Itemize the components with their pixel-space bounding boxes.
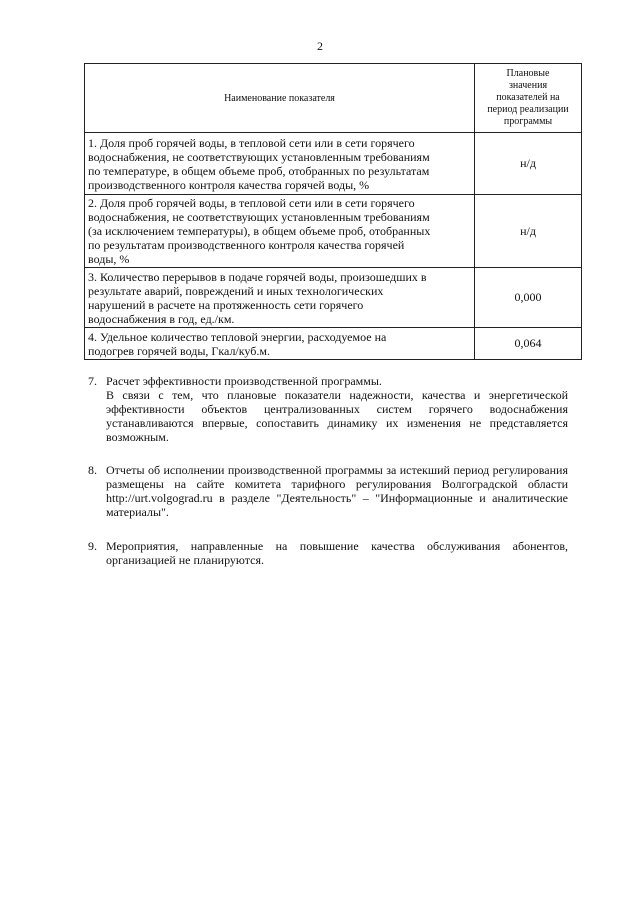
section-number: 8.	[88, 463, 97, 477]
indicator-value: н/д	[475, 133, 582, 195]
indicator-name: 1. Доля проб горячей воды, в тепловой сети или в сети горячего водоснабжения, не соответствующих установленным требованиям по температуре, в общем объеме проб, отобранных по результатам производственного контроля качества горячей воды, %	[85, 133, 475, 195]
section-text: Мероприятия, направленные на повышение качества обслуживания абонентов, организацией не планируются.	[106, 539, 568, 567]
indicators-table	[84, 63, 582, 360]
table-header-row	[85, 64, 582, 133]
indicator-value: 0,000	[475, 268, 582, 328]
section-measures	[88, 539, 568, 567]
section-text: В связи с тем, что плановые показатели надежности, качества и энергетической эффективности объектов централизованных систем горячего водоснабжения устанавливаются впервые, сопоставить динамику их изменения не представляется возможным.	[106, 388, 568, 444]
indicator-value: н/д	[475, 195, 582, 268]
table-row	[85, 195, 582, 268]
section-text: Отчеты об исполнении производственной программы за истекший период регулирования размещены на сайте комитета тарифного регулирования Волгоградской области http://urt.volgograd.ru в разделе "Деятельность" – "Информационные и аналитические материалы".	[106, 463, 568, 519]
table-row	[85, 268, 582, 328]
page-number: 2	[317, 39, 323, 53]
section-reports	[88, 463, 568, 519]
table-row	[85, 133, 582, 195]
indicator-name: 2. Доля проб горячей воды, в тепловой сети или в сети горячего водоснабжения, не соответствующих установленным требованиям (за исключением температуры), в общем объеме проб, отобранных по результатам производственного контроля качества горячей воды, %	[85, 195, 475, 268]
header-planned-values: Плановые значения показателей на период реализации программы	[475, 64, 582, 133]
indicator-name: 4. Удельное количество тепловой энергии, расходуемое на подогрев горячей воды, Гкал/куб.м.	[85, 328, 475, 360]
table-row	[85, 328, 582, 360]
section-number: 9.	[88, 539, 97, 553]
section-heading: Расчет эффективности производственной программы.	[106, 374, 382, 388]
indicator-value: 0,064	[475, 328, 582, 360]
header-indicator-name: Наименование показателя	[85, 64, 475, 133]
section-number: 7.	[88, 374, 97, 388]
section-efficiency	[88, 374, 568, 444]
indicator-name: 3. Количество перерывов в подаче горячей воды, произошедших в результате аварий, повреждений и иных технологических нарушений в расчете на протяженность сети горячего водоснабжения в год, ед./км.	[85, 268, 475, 328]
